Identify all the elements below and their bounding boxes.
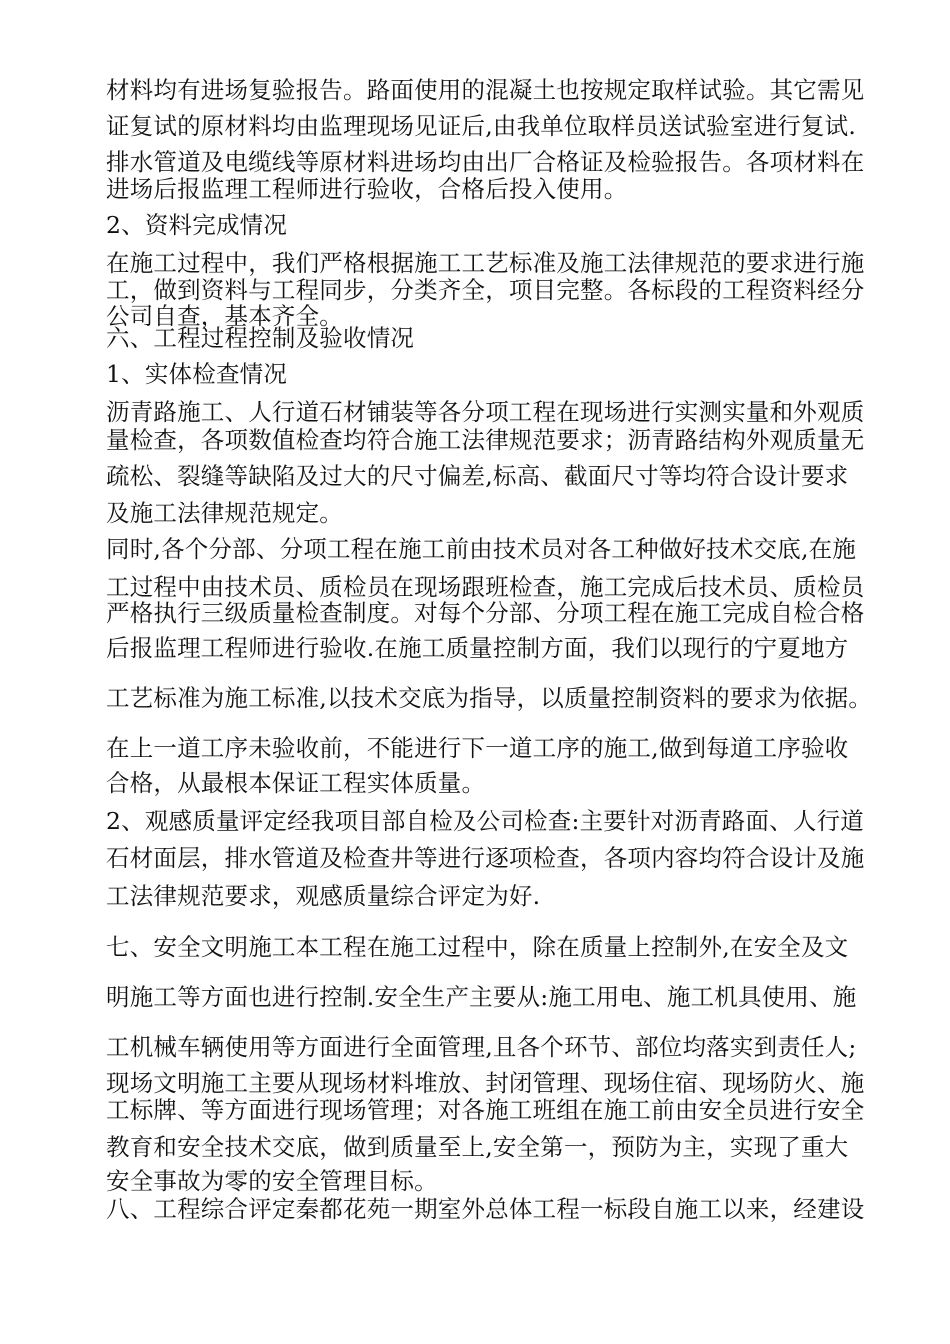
text-line: 明施工等方面也进行控制.安全生产主要从:施工用电、施工机具使用、施 xyxy=(106,983,857,1011)
text-line: 材料均有进场复验报告。路面使用的混凝土也按规定取样试验。其它需见 xyxy=(106,76,865,104)
text-line: 后报监理工程师进行验收.在施工质量控制方面，我们以现行的宁夏地方 xyxy=(106,634,849,662)
text-line: 在施工过程中，我们严格根据施工工艺标准及施工法律规范的要求进行施 xyxy=(106,249,865,277)
text-line: 证复试的原材料均由监理现场见证后,由我单位取样员送试验室进行复试. xyxy=(106,112,857,140)
section-heading: 2、资料完成情况 xyxy=(106,211,288,239)
text-line: 及施工法律规范规定。 xyxy=(106,499,343,527)
text-line: 进场后报监理工程师进行验收，合格后投入使用。 xyxy=(106,175,628,203)
text-line: 沥青路施工、人行道石材铺装等各分项工程在现场进行实测实量和外观质 xyxy=(106,398,865,426)
text-line: 工机械车辆使用等方面进行全面管理,且各个环节、部位均落实到责任人; xyxy=(106,1033,857,1061)
text-line: 石材面层，排水管道及检查井等进行逐项检查，各项内容均符合设计及施 xyxy=(106,844,865,872)
text-line: 严格执行三级质量检查制度。对每个分部、分项工程在施工完成自检合格 xyxy=(106,599,865,627)
text-line: 工过程中由技术员、质检员在现场跟班检查，施工完成后技术员、质检员 xyxy=(106,573,865,601)
text-line: 在上一道工序未验收前，不能进行下一道工序的施工,做到每道工序验收 xyxy=(106,734,849,762)
text-line: 同时,各个分部、分项工程在施工前由技术员对各工种做好技术交底,在施 xyxy=(106,535,857,563)
text-line: 七、安全文明施工本工程在施工过程中，除在质量上控制外,在安全及文 xyxy=(106,933,849,961)
section-heading: 六、工程过程控制及验收情况 xyxy=(106,324,415,352)
text-line: 工，做到资料与工程同步，分类齐全，项目完整。各标段的工程资料经分 xyxy=(106,276,865,304)
text-line: 量检查，各项数值检查均符合施工法律规范要求；沥青路结构外观质量无 xyxy=(106,426,865,454)
text-line: 疏松、裂缝等缺陷及过大的尺寸偏差,标高、截面尺寸等均符合设计要求 xyxy=(106,462,849,490)
text-line: 工艺标准为施工标准,以技术交底为指导，以质量控制资料的要求为依据。 xyxy=(106,684,873,712)
text-line: 2、观感质量评定经我项目部自检及公司检查:主要针对沥青路面、人行道 xyxy=(106,807,864,835)
text-line: 教育和安全技术交底，做到质量至上,安全第一，预防为主，实现了重大 xyxy=(106,1133,849,1161)
text-line: 工标牌、等方面进行现场管理；对各施工班组在施工前由安全员进行安全 xyxy=(106,1096,865,1124)
text-line: 合格，从最根本保证工程实体质量。 xyxy=(106,769,486,797)
text-line: 公司自查，基本齐全。 xyxy=(106,302,343,330)
text-line: 工法律规范要求，观感质量综合评定为好. xyxy=(106,882,541,910)
section-heading: 1、实体检查情况 xyxy=(106,360,288,388)
text-line: 排水管道及电缆线等原材料进场均由出厂合格证及检验报告。各项材料在 xyxy=(106,148,865,176)
text-line: 八、工程综合评定秦都花苑一期室外总体工程一标段自施工以来，经建设 xyxy=(106,1195,865,1223)
text-line: 安全事故为零的安全管理目标。 xyxy=(106,1167,438,1195)
text-line: 现场文明施工主要从现场材料堆放、封闭管理、现场住宿、现场防火、施 xyxy=(106,1069,865,1097)
